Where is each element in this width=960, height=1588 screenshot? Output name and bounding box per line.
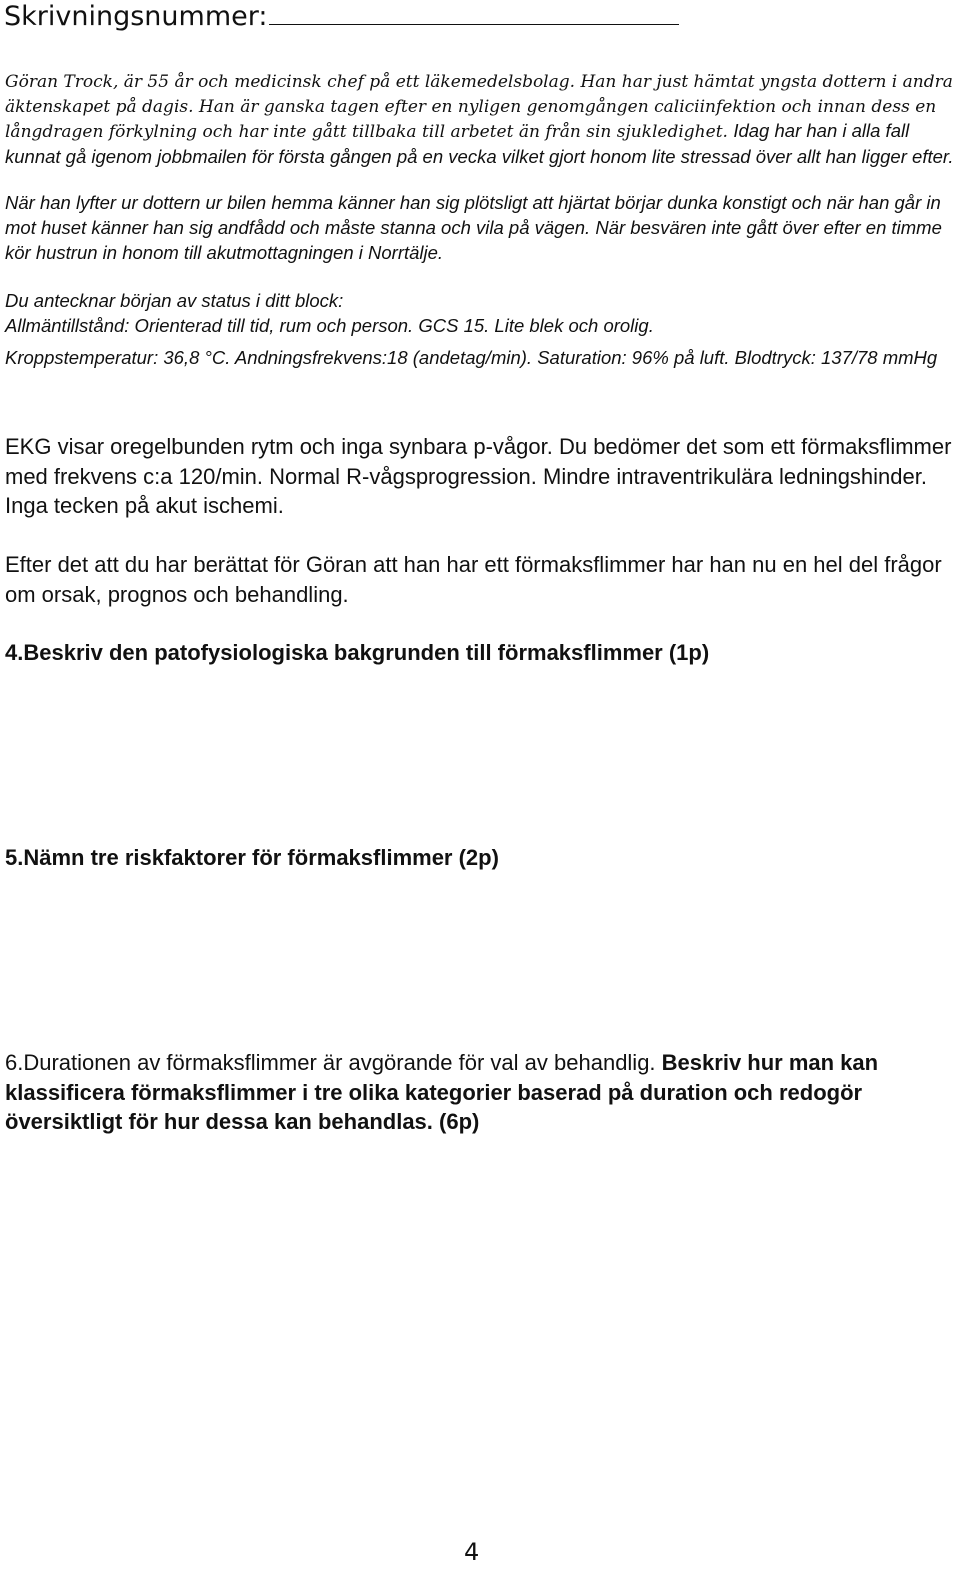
question-5: 5.Nämn tre riskfaktorer för förmaksflimmer (2p) bbox=[5, 845, 499, 870]
status-general: Allmäntillstånd: Orienterad till tid, rum och person. GCS 15. Lite blek och orolig. bbox=[5, 315, 654, 336]
exam-number-label: Skrivningsnummer: bbox=[4, 1, 268, 32]
followup-text: Efter det att du har berättat för Göran att han har ett förmaksflimmer har han nu en hel del frågor om orsak, prognos och behandling. bbox=[5, 552, 942, 607]
status-vitals: Kroppstemperatur: 36,8 °C. Andningsfrekvens:18 (andetag/min). Saturation: 96% på luft. Blodtryck: 137/78 mmHg bbox=[5, 347, 938, 368]
page-number: 4 bbox=[464, 1538, 480, 1566]
case-intro-cont: Idag har han i alla fall kunnat gå igenom jobbmailen för första gången på en vecka vilket gjort honom lite stressad över allt han ligger efter. bbox=[5, 120, 954, 167]
header bbox=[4, 0, 679, 34]
case-intro-text: Göran Trock, är 55 år och medicinsk chef på ett läkemedelsbolag. Han har just hämtat yngsta dottern i andra äktenskapet på dagis. Han är ganska tagen efter en nyligen genomgången caliciinfektion och innan dess en långdragen förkylning och har inte gått tillbaka till arbetet än från sin sjukledighet. bbox=[5, 72, 953, 142]
question-4: 4.Beskriv den patofysiologiska bakgrunden till förmaksflimmer (1p) bbox=[5, 640, 710, 665]
exam-number-blank bbox=[269, 23, 679, 25]
question-6 bbox=[5, 1048, 955, 1137]
ekg-text: EKG visar oregelbunden rytm och inga synbara p-vågor. Du bedömer det som ett förmaksflimmer med frekvens c:a 120/min. Normal R-vågsprogression. Mindre intraventrikulära ledningshinder. Inga tecken på akut ischemi. bbox=[5, 434, 952, 518]
case-intro bbox=[5, 70, 955, 170]
case-symptoms: När han lyfter ur dottern ur bilen hemma känner han sig plötsligt att hjärtat börjar dunka konstigt och när han går in mot huset känner han sig andfådd och måste stanna och vila på vägen. När besvären inte gått över efter en timme kör hustrun in honom till akutmottagningen i Norrtälje. bbox=[5, 192, 942, 263]
question-6-bold: Beskriv hur man kan klassificera förmaksflimmer i tre olika kategorier baserad på duration och redogör översiktligt för hur dessa kan behandlas. (6p) bbox=[5, 1050, 879, 1134]
status-intro: Du antecknar början av status i ditt block: bbox=[5, 290, 344, 311]
question-6-plain: 6.Durationen av förmaksflimmer är avgörande för val av behandlig. bbox=[5, 1050, 656, 1075]
